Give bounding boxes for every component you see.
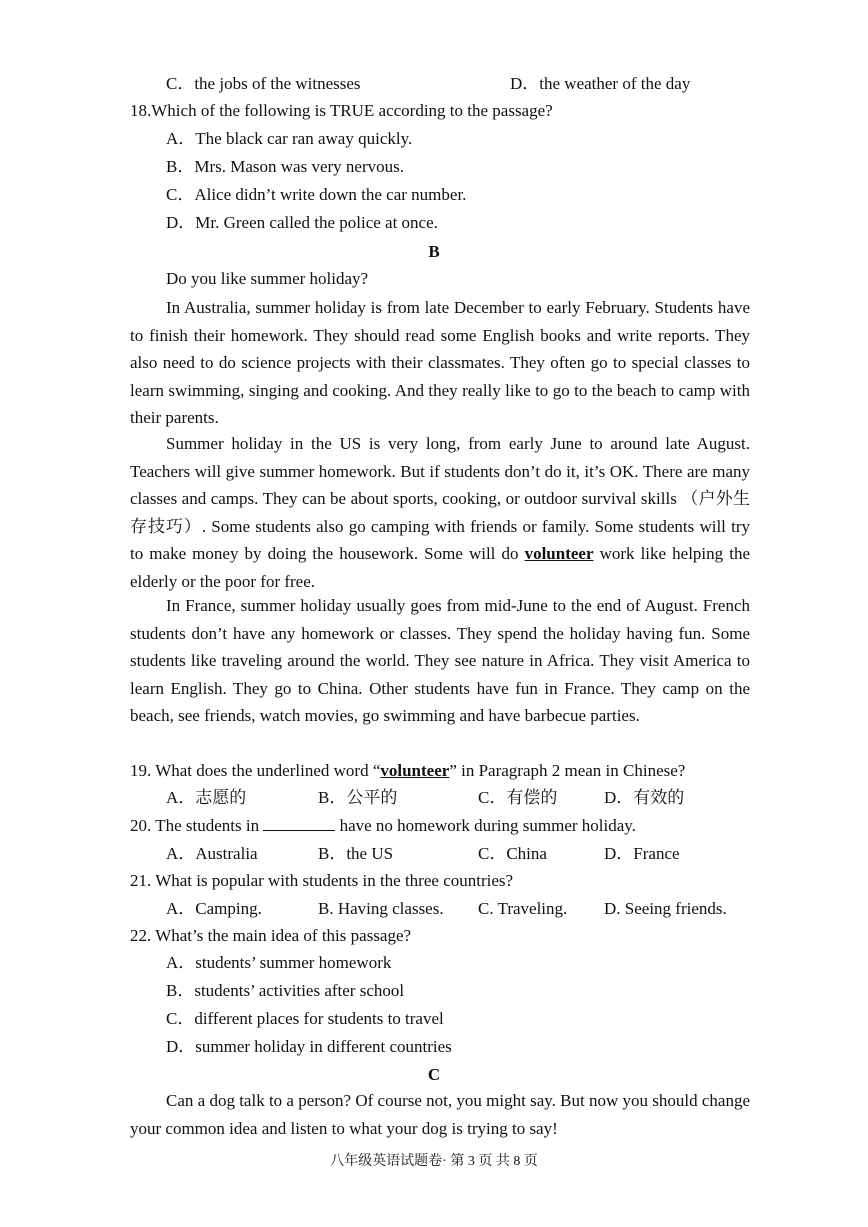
q19-option-a: A．志愿的 (166, 788, 247, 807)
q20-stem: 20. The students in have no homework during summer holiday. (130, 816, 636, 835)
q21-option-d: D. Seeing friends. (604, 899, 727, 918)
q21-option-b: B. Having classes. (318, 899, 444, 918)
q19-option-d: D．有效的 (604, 788, 685, 807)
q19-option-b: B．公平的 (318, 788, 398, 807)
q21-option-a: A．Camping. (166, 899, 262, 918)
q19-stem: 19. What does the underlined word “volunteer” in Paragraph 2 mean in Chinese? (130, 761, 686, 780)
q18-option-d: D．Mr. Green called the police at once. (166, 213, 438, 232)
q20-option-d: D．France (604, 844, 680, 863)
q21-option-c: C. Traveling. (478, 899, 568, 918)
q17-option-d: D．the weather of the day (510, 74, 691, 93)
q22-option-c: C．different places for students to travel (166, 1009, 444, 1028)
q22-option-d: D．summer holiday in different countries (166, 1037, 452, 1056)
q19-option-c: C．有偿的 (478, 788, 558, 807)
q22-stem: 22. What’s the main idea of this passage? (130, 926, 412, 945)
q21-stem: 21. What is popular with students in the three countries? (130, 871, 514, 890)
passage-b-paragraph-us: Summer holiday in the US is very long, from early June to around late August. Teachers will give summer homework. But if students don’t do it, it’s OK. There are many classes and camps. They can be about sports, cooking, or outdoor survival skills （户外生存技巧）. Some students also go camping with friends or family. Some students will try to make money by doing the housework. Some will do volunteer work like helping the elderly or the poor for free. (130, 434, 750, 591)
q17-option-c: C．the jobs of the witnesses (166, 74, 361, 93)
q18-stem: 18.Which of the following is TRUE according to the passage? (130, 101, 553, 120)
section-heading-b: B (428, 242, 440, 261)
q22-option-a: A．students’ summer homework (166, 953, 392, 972)
section-heading-c: C (427, 1065, 441, 1084)
q18-option-b: B．Mrs. Mason was very nervous. (166, 157, 404, 176)
answer-blank (263, 816, 335, 831)
passage-b-paragraph-australia: In Australia, summer holiday is from late December to early February. Students have to finish their homework. They should read some English books and write reports. They also need to do science projects with their classmates. They often go to special classes to learn swimming, singing and cooking. And they really like to go to the beach to camp with their parents. (130, 298, 750, 428)
passage-b-paragraph-france: In France, summer holiday usually goes from mid-June to the end of August. French students don’t have any homework or classes. They spend the holiday having fun. Some students like traveling around the world. They see nature in Africa. They visit America to learn English. They go to China. Other students have fun in France. They camp on the beach, see friends, watch movies, go swimming and have barbecue parties. (130, 596, 750, 726)
q18-option-c: C．Alice didn’t write down the car number. (166, 185, 467, 204)
underlined-word: volunteer (524, 544, 594, 564)
q20-option-a: A．Australia (166, 844, 258, 863)
q20-option-c: C．China (478, 844, 547, 863)
q18-option-a: A．The black car ran away quickly. (166, 129, 413, 148)
page-footer: 八年级英语试题卷· 第 3 页 共 8 页 (330, 1154, 538, 1169)
q20-option-b: B．the US (318, 844, 394, 863)
passage-c-paragraph-1: Can a dog talk to a person? Of course not, you might say. But now you should change your common idea and listen to what your dog is trying to say! (130, 1091, 750, 1138)
passage-b-question: Do you like summer holiday? (166, 269, 369, 288)
q22-option-b: B．students’ activities after school (166, 981, 405, 1000)
